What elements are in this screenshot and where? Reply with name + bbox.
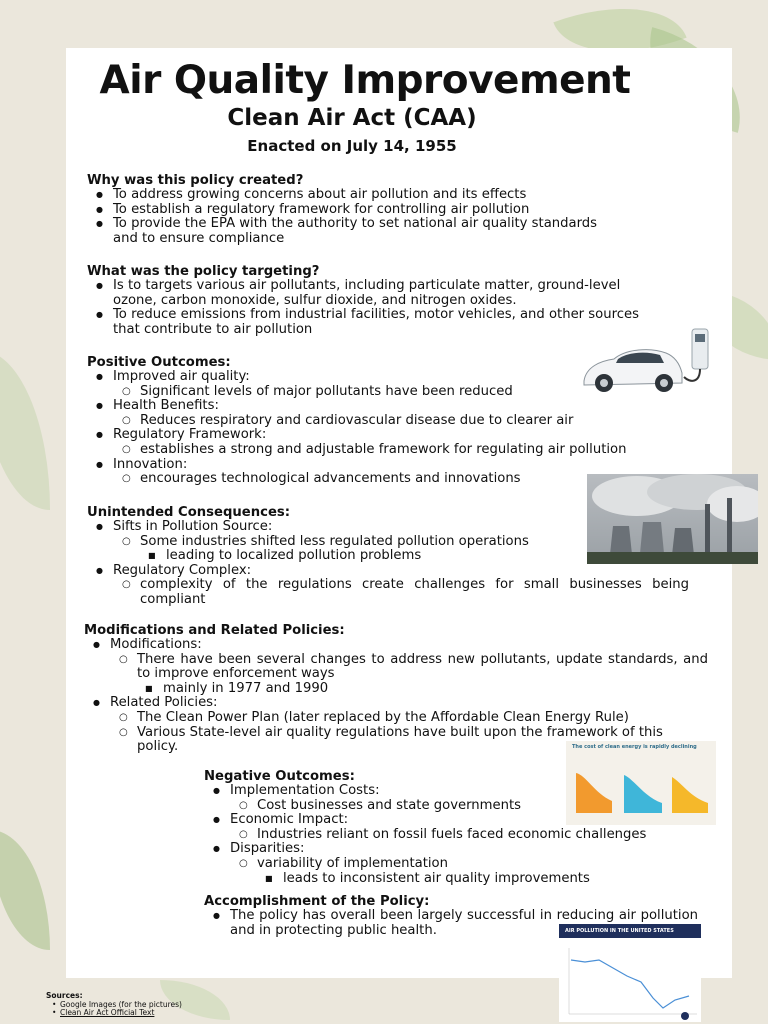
list-item: ● Innovation: bbox=[87, 458, 697, 473]
list-item: ● Health Benefits: bbox=[87, 399, 697, 414]
list-item: ● Related Policies: bbox=[84, 696, 708, 711]
air-pollution-chart bbox=[559, 924, 701, 1022]
list-item: ● To reduce emissions from industrial facilities, motor vehicles, and other sources that contribute to air pollution bbox=[87, 308, 667, 337]
list-item: ● Improved air quality: bbox=[87, 370, 697, 385]
list-item: ● To establish a regulatory framework for controlling air pollution bbox=[87, 203, 607, 218]
list-item: ● Economic Impact: bbox=[204, 813, 724, 828]
sources-footer bbox=[46, 992, 182, 1018]
list-item: ● Regulatory Complex: bbox=[87, 564, 689, 579]
list-item: ● Disparities: bbox=[204, 842, 724, 857]
source-link[interactable]: • Clean Air Act Official Text bbox=[46, 1009, 182, 1018]
list-item: ■ mainly in 1977 and 1990 bbox=[84, 682, 708, 697]
list-item: ■ leads to inconsistent air quality improvements bbox=[204, 872, 724, 887]
list-item: ● Is to targets various air pollutants, including particulate matter, ground-level ozone, carbon monoxide, sulfur dioxide, and nitrogen oxides. bbox=[87, 279, 667, 308]
section-heading: Negative Outcomes: bbox=[204, 769, 355, 784]
chart-title: The cost of clean energy is rapidly declining bbox=[572, 744, 697, 750]
section-heading: Why was this policy created? bbox=[87, 173, 304, 188]
list-item: ○ Various State-level air quality regulations have built upon the framework of this policy. bbox=[84, 726, 708, 755]
page-subtitle: Clean Air Act (CAA) bbox=[227, 105, 477, 131]
section-heading: Modifications and Related Policies: bbox=[84, 623, 345, 638]
list-item: ● Implementation Costs: bbox=[204, 784, 724, 799]
why-section bbox=[87, 173, 607, 246]
chart-title: AIR POLLUTION IN THE UNITED STATES bbox=[559, 924, 701, 938]
list-item: ○ Industries reliant on fossil fuels faced economic challenges bbox=[204, 828, 724, 843]
list-item: ○ There have been several changes to address new pollutants, update standards, and to improve enforcement ways bbox=[84, 653, 708, 682]
enacted-date: Enacted on July 14, 1955 bbox=[247, 137, 457, 155]
section-heading: Unintended Consequences: bbox=[87, 505, 291, 520]
list-item: ● Modifications: bbox=[84, 638, 708, 653]
section-heading: Positive Outcomes: bbox=[87, 355, 231, 370]
page-title: Air Quality Improvement bbox=[99, 58, 631, 103]
list-item: ○ encourages technological advancements and innovations bbox=[87, 472, 697, 487]
background-leaf bbox=[0, 350, 50, 510]
list-item: ● The policy has overall been largely successful in reducing air pollution and in protecting public health. bbox=[204, 909, 698, 938]
sources-heading: Sources: bbox=[46, 991, 83, 1000]
list-item: ○ Reduces respiratory and cardiovascular disease due to clearer air bbox=[87, 414, 697, 429]
list-item: ● Regulatory Framework: bbox=[87, 428, 697, 443]
section-heading: Accomplishment of the Policy: bbox=[204, 894, 430, 909]
list-item: ○ The Clean Power Plan (later replaced by the Affordable Clean Energy Rule) bbox=[84, 711, 708, 726]
list-item: ● To provide the EPA with the authority to set national air quality standards and to ensure compliance bbox=[87, 217, 607, 246]
list-item: ■ leading to localized pollution problems bbox=[87, 549, 689, 564]
list-item: ● Sifts in Pollution Source: bbox=[87, 520, 689, 535]
list-item: ○ variability of implementation bbox=[204, 857, 724, 872]
list-item: ○ Some industries shifted less regulated pollution operations bbox=[87, 535, 689, 550]
power-plant-image bbox=[587, 474, 758, 564]
list-item: ○ complexity of the regulations create challenges for small businesses being compliant bbox=[87, 578, 689, 607]
modifications-section bbox=[84, 623, 708, 755]
source-item: • Google Images (for the pictures) bbox=[46, 1001, 182, 1010]
electric-car-image bbox=[580, 325, 720, 400]
section-heading: What was the policy targeting? bbox=[87, 264, 320, 279]
negative-outcomes-section bbox=[204, 769, 724, 886]
list-item: ○ establishes a strong and adjustable framework for regulating air pollution bbox=[87, 443, 697, 458]
background-leaf bbox=[0, 830, 50, 950]
list-item: ○ Cost businesses and state governments bbox=[204, 799, 724, 814]
list-item: ● To address growing concerns about air pollution and its effects bbox=[87, 188, 607, 203]
list-item: ○ Significant levels of major pollutants have been reduced bbox=[87, 385, 697, 400]
